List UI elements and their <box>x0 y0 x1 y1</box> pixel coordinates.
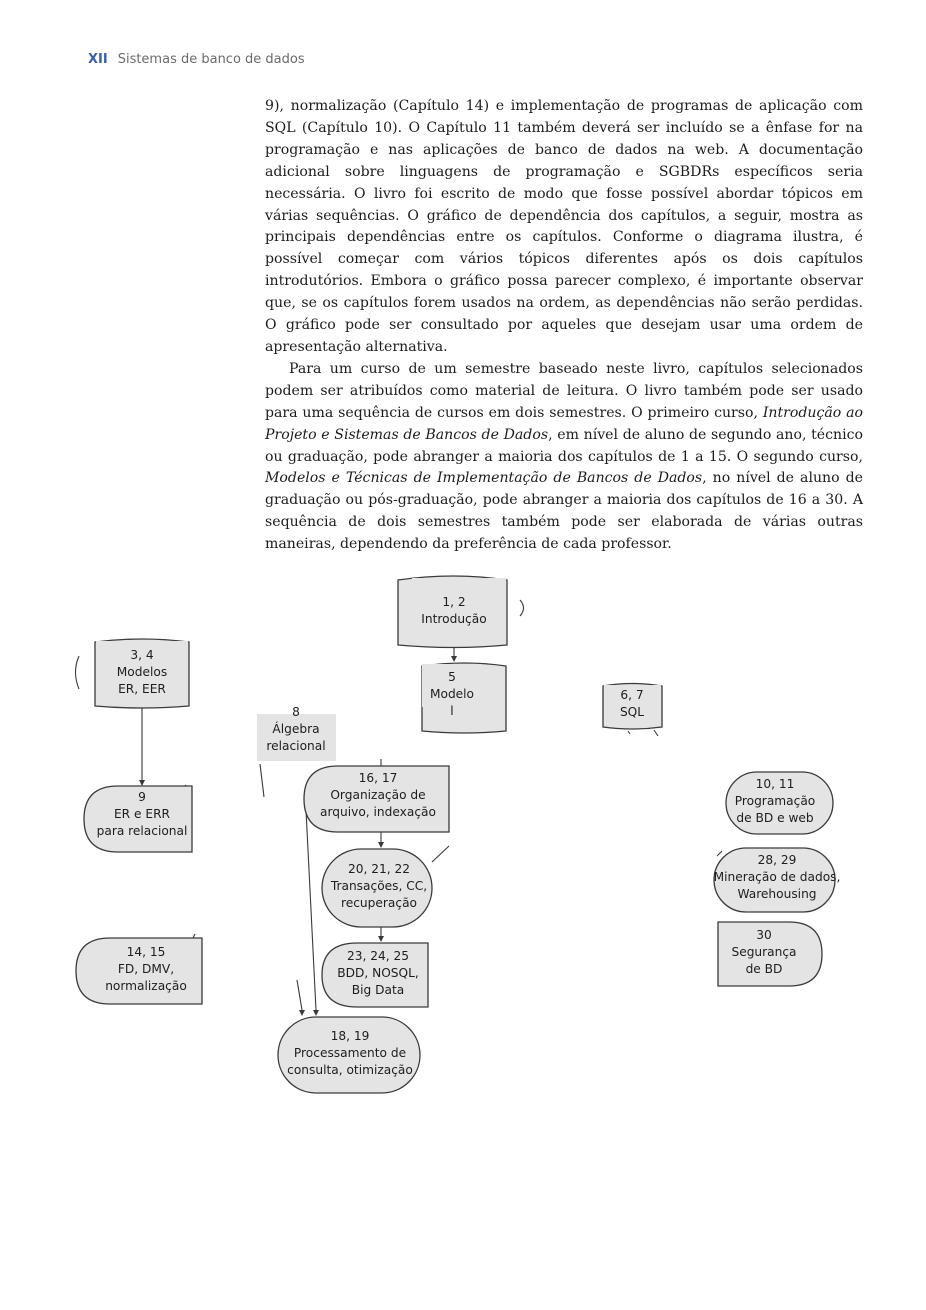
edge-left-to-query <box>297 980 302 1010</box>
arrow-file-to-trans <box>378 842 384 848</box>
edge-stub-e <box>717 851 722 856</box>
edge-stub-d <box>628 731 630 734</box>
node-label-line: Mineração de dados, <box>713 870 841 884</box>
node-label-line: para relacional <box>96 824 188 838</box>
node-label-line: recuperação <box>340 896 418 910</box>
p2-run-0: Para um curso de um semestre baseado neste livro, capítulos selecionados podem ser atribuídos como material de leitura. O livro também pode ser usado para uma sequência de cursos em dois semestres. O primeiro curso, <box>265 360 863 421</box>
node-label-line: normalização <box>105 979 187 993</box>
node-label-line: Segurança <box>731 945 797 959</box>
node-label-line: 30 <box>756 928 772 942</box>
node-label-line: relacional <box>266 739 326 753</box>
node-sql <box>603 684 662 730</box>
node-introducao <box>398 576 524 648</box>
node-programacao-bd-web <box>726 772 833 834</box>
node-label-line: 28, 29 <box>757 853 797 867</box>
node-label-line: 9 <box>138 790 146 804</box>
node-bdd-nosql <box>322 943 428 1007</box>
arrow-left-to-query <box>299 1010 305 1016</box>
node-label-line: Programação <box>734 794 816 808</box>
node-label-n8 <box>266 705 325 753</box>
node-organizacao-arquivo <box>304 766 449 832</box>
node-label-line: 1, 2 <box>442 595 466 609</box>
node-label-line: SQL <box>619 705 645 719</box>
running-title: Sistemas de banco de dados <box>117 52 305 67</box>
node-label-line: 8 <box>292 705 300 719</box>
node-label-line: ER e ERR <box>113 807 171 821</box>
arrow-er-to-map <box>139 780 145 786</box>
node-label-line: 6, 7 <box>620 688 644 702</box>
node-modelos-er-eer <box>76 639 190 708</box>
p2-run-4: , no nível de aluno de graduação ou pós-graduação, pode abranger a maioria dos capítulos de 16 a 30. A sequência de dois semestres também pode ser elaborada de várias outras maneiras, dependendo da preferência de cada professor. <box>265 470 863 553</box>
node-label-line: de BD <box>745 962 783 976</box>
node-label-line: 18, 19 <box>330 1029 370 1043</box>
node-label-line: Modelos <box>116 665 168 679</box>
node-mineracao-dados <box>714 848 841 912</box>
edge-algebra-to-query <box>260 764 264 797</box>
node-algebra-relacional <box>257 705 336 761</box>
arrow-file-to-query <box>313 1010 319 1016</box>
node-label-line: 14, 15 <box>126 945 166 959</box>
p2-run-2: , em nível de aluno de segundo ano, técnico ou graduação, pode abranger a maioria dos capítulos de 1 a 15. O segundo curso, <box>265 426 863 465</box>
node-label-line: 20, 21, 22 <box>347 862 411 876</box>
node-normalizacao <box>76 938 202 1004</box>
node-label-line: de BD e web <box>736 811 814 825</box>
node-label-line: l <box>450 704 454 718</box>
node-label-line: Álgebra <box>272 722 320 736</box>
node-label-line: Transações, CC, <box>330 879 428 893</box>
node-label-line: 16, 17 <box>358 771 398 785</box>
node-seguranca-bd <box>718 922 822 986</box>
node-processamento-consulta <box>278 1017 420 1093</box>
node-label-line: Big Data <box>351 983 405 997</box>
node-label-line: BDD, NOSQL, <box>337 966 419 980</box>
node-transacoes <box>322 849 432 927</box>
edge-stub-c <box>654 730 658 736</box>
node-label-line: Warehousing <box>737 887 817 901</box>
node-label-line: 10, 11 <box>755 777 795 791</box>
node-modelo-relacional <box>422 663 506 733</box>
node-label-line: consulta, otimização <box>287 1063 413 1077</box>
page-number: XII <box>88 52 108 67</box>
node-label-line: Introdução <box>421 612 487 626</box>
p2-run-1: Introdução ao Projeto e Sistemas de Bancos de Dados <box>265 404 863 443</box>
node-label-line: 3, 4 <box>130 648 154 662</box>
arrow-intro-to-model <box>451 656 457 662</box>
node-label-line: Processamento de <box>293 1046 407 1060</box>
node-label-line: FD, DMV, <box>117 962 175 976</box>
node-label-line: 5 <box>448 670 456 684</box>
node-label-line: Modelo <box>429 687 475 701</box>
p2-run-3: Modelos e Técnicas de Implementação de Bancos de Dados <box>265 470 703 487</box>
node-label-line: arquivo, indexação <box>320 805 436 819</box>
node-label-line: 23, 24, 25 <box>346 949 410 963</box>
node-er-para-relacional <box>84 786 192 852</box>
p1-run-0: 9), normalização (Capítulo 14) e implementação de programas de aplicação com SQL (Capítulo 10). O Capítulo 11 também deverá ser incluído se a ênfase for na programação e nas aplicações de banco de dados na web. A documentação adicional sobre linguagens de programação e SGBDRs específicos seria necessária. O livro foi escrito de modo que fosse possível abordar tópicos em várias sequências. O gráfico de dependência dos capítulos, a seguir, mostra as principais dependências entre os capítulos. Conforme o diagrama ilustra, é possível começar com vários tópicos diferentes após os dois capítulos introdutórios. Embora o gráfico possa parecer complexo, é importante observar que, se os capítulos forem usados na ordem, as dependências não serão perdidas. O gráfico pode ser consultado por aqueles que desejam usar uma ordem de apresentação alternativa. <box>265 98 863 355</box>
node-label-line: ER, EER <box>118 682 166 696</box>
edge-right-stub <box>432 846 449 862</box>
arrow-trans-to-dist <box>378 936 384 942</box>
node-label-line: Organização de <box>330 788 426 802</box>
